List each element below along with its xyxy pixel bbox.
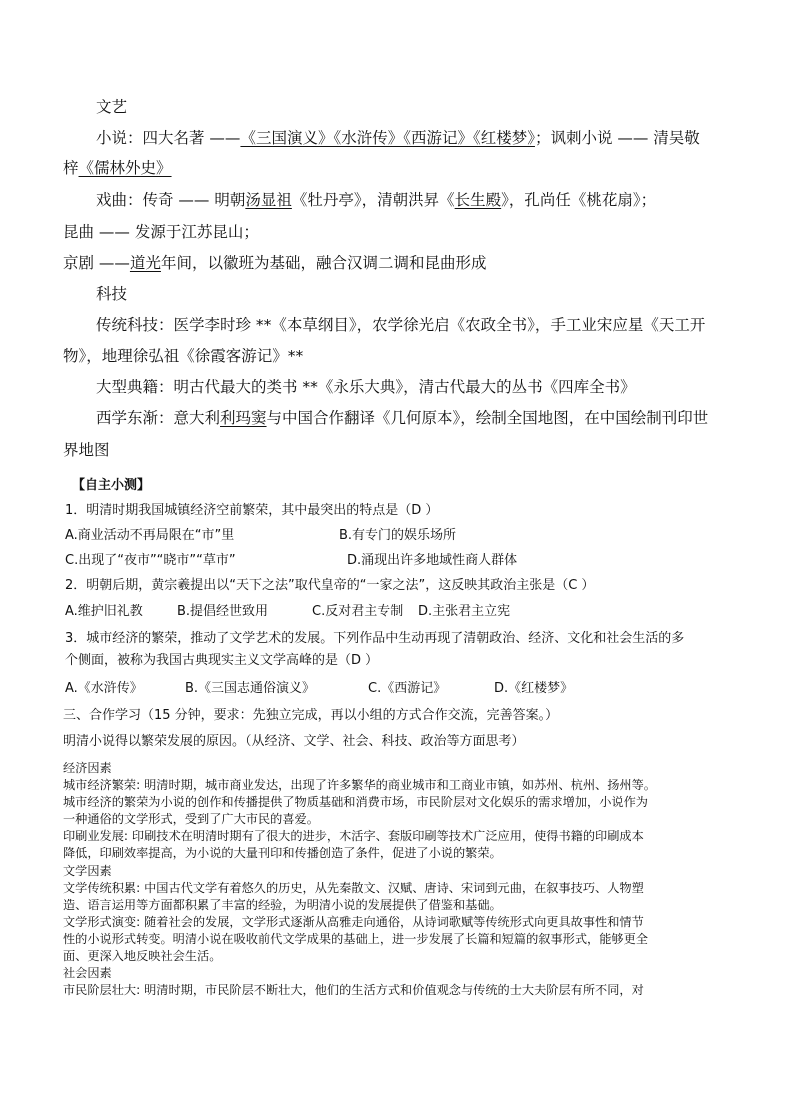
quiz-q3-option-a: A.《水浒传》 bbox=[65, 681, 143, 696]
answer-print-line-2: 降低，印刷效率提高，为小说的大量刊印和传播创造了条件，促进了小说的繁荣。 bbox=[63, 846, 502, 860]
answer-econ-line-1: 城市经济繁荣: 明清时期，城市商业发达，出现了许多繁华的商业城市和工商业市镇，如苏州、杭州、扬州等。 bbox=[63, 778, 656, 792]
trad-tech-line-2: 物》，地理徐弘祖《徐霞客游记》** bbox=[63, 347, 304, 365]
changsheng-dian: 长生殿 bbox=[454, 191, 502, 209]
quiz-q3-option-c: C.《西游记》 bbox=[368, 681, 447, 696]
quiz-q2: 2．明朝后期，黄宗羲提出以“天下之法”取代皇帝的“一家之法”，这反映其政治主张是（C ） bbox=[65, 578, 595, 593]
answer-econ-line-3: 一种通俗的文学形式，受到了广大市民的喜爱。 bbox=[63, 812, 319, 826]
west-learning-line-2: 界地图 bbox=[63, 441, 110, 459]
section-heading-wenyi: 文艺 bbox=[96, 98, 128, 116]
novel-line-2: 梓《儒林外史》 bbox=[63, 159, 172, 177]
jingju-line: 京剧 ——道光年间，以徽班为基础，融合汉调二调和昆曲形成 bbox=[63, 254, 487, 272]
quiz-q1-option-a: A.商业活动不再局限在“市”里 bbox=[65, 528, 235, 543]
answer-form-line-2: 性的小说形式转变。明清小说在吸收前代文学成果的基础上，进一步发展了长篇和短篇的叙事形式，能够更全 bbox=[63, 932, 648, 946]
quiz-q1-option-c: C.出现了“夜市”“晓市”“草市” bbox=[65, 553, 236, 568]
quiz-q2-option-a: A.维护旧礼教 bbox=[65, 604, 143, 619]
four-classics: 《三国演义》《水浒传》《西游记》《红楼梦》 bbox=[240, 129, 535, 147]
answer-lit-heading: 文学因素 bbox=[63, 864, 112, 878]
answer-econ-heading: 经济因素 bbox=[63, 761, 112, 775]
rulin-waishi: 《儒林外史》 bbox=[78, 159, 172, 177]
quiz-q2-option-d: D.主张君主立宪 bbox=[418, 604, 511, 619]
novel-line: 小说：四大名著 ——《三国演义》《水浒传》《西游记》《红楼梦》；讽刺小说 —— 清吴敬 bbox=[96, 129, 700, 147]
quiz-q2-option-b: B.提倡经世致用 bbox=[177, 604, 269, 619]
answer-lit-line-2: 造、语言运用等方面都积累了丰富的经验，为明清小说的发展提供了借鉴和基础。 bbox=[63, 898, 502, 912]
matteo-ricci: 利玛窦 bbox=[220, 409, 267, 427]
tang-xianzu: 汤显祖 bbox=[245, 191, 292, 209]
kunqu-line: 昆曲 —— 发源于江苏昆山； bbox=[63, 223, 259, 241]
coop-question: 明清小说得以繁荣发展的原因。（从经济、文学、社会、科技、政治等方面思考） bbox=[63, 734, 525, 749]
answer-soc-line-1: 市民阶层壮大: 明清时期，市民阶层不断壮大，他们的生活方式和价值观念与传统的士大夫阶层有所不同，对 bbox=[63, 983, 644, 997]
quiz-q1: 1．明清时期我国城镇经济空前繁荣，其中最突出的特点是（D ） bbox=[65, 503, 439, 518]
west-learning-line: 西学东渐：意大利利玛窦与中国合作翻译《几何原本》，绘制全国地图，在中国绘制刊印世 bbox=[96, 409, 709, 427]
section-heading-keji: 科技 bbox=[96, 285, 128, 303]
drama-line: 戏曲：传奇 —— 明朝汤显祖《牡丹亭》，清朝洪昇《长生殿》，孔尚任《桃花扇》； bbox=[96, 191, 657, 209]
quiz-q3-line-2: 个侧面，被称为我国古典现实主义文学高峰的是（D ） bbox=[65, 653, 379, 668]
answer-econ-line-2: 城市经济的繁荣为小说的创作和传播提供了物质基础和消费市场，市民阶层对文化娱乐的需求增加，小说作为 bbox=[63, 795, 648, 809]
daoguang: 道光 bbox=[129, 254, 161, 272]
quiz-q3-option-b: B.《三国志通俗演义》 bbox=[185, 681, 316, 696]
quiz-q3-option-d: D.《红楼梦》 bbox=[494, 681, 574, 696]
quiz-q3: 3．城市经济的繁荣，推动了文学艺术的发展。下列作品中生动再现了清朝政治、经济、文化和社会生活的多 bbox=[65, 631, 685, 646]
answer-form-line-1: 文学形式演变: 随着社会的发展，文学形式逐渐从高雅走向通俗，从诗词歌赋等传统形式向更具故事性和情节 bbox=[63, 915, 644, 929]
quiz-q1-option-b: B.有专门的娱乐场所 bbox=[339, 528, 457, 543]
answer-form-line-3: 面、更深入地反映社会生活。 bbox=[63, 949, 222, 963]
answer-lit-line-1: 文学传统积累: 中国古代文学有着悠久的历史，从先秦散文、汉赋、唐诗、宋词到元曲，在叙事技巧、人物塑 bbox=[63, 881, 644, 895]
trad-tech-line: 传统科技：医学李时珍 **《本草纲目》，农学徐光启《农政全书》，手工业宋应星《天工开 bbox=[96, 316, 706, 334]
quiz-q1-option-d: D.涌现出许多地域性商人群体 bbox=[347, 553, 518, 568]
dianji-line: 大型典籍：明古代最大的类书 **《永乐大典》，清古代最大的丛书《四库全书》 bbox=[96, 378, 636, 396]
answer-soc-heading: 社会因素 bbox=[63, 966, 112, 980]
answer-print-line-1: 印刷业发展: 印刷技术在明清时期有了很大的进步，木活字、套版印刷等技术广泛应用，使得书籍的印刷成本 bbox=[63, 829, 644, 843]
coop-heading: 三、合作学习（15 分钟，要求：先独立完成，再以小组的方式合作交流，完善答案。） bbox=[63, 708, 559, 723]
quiz-q2-option-c: C.反对君主专制 bbox=[312, 604, 404, 619]
quiz-title: 【自主小测】 bbox=[72, 478, 151, 493]
